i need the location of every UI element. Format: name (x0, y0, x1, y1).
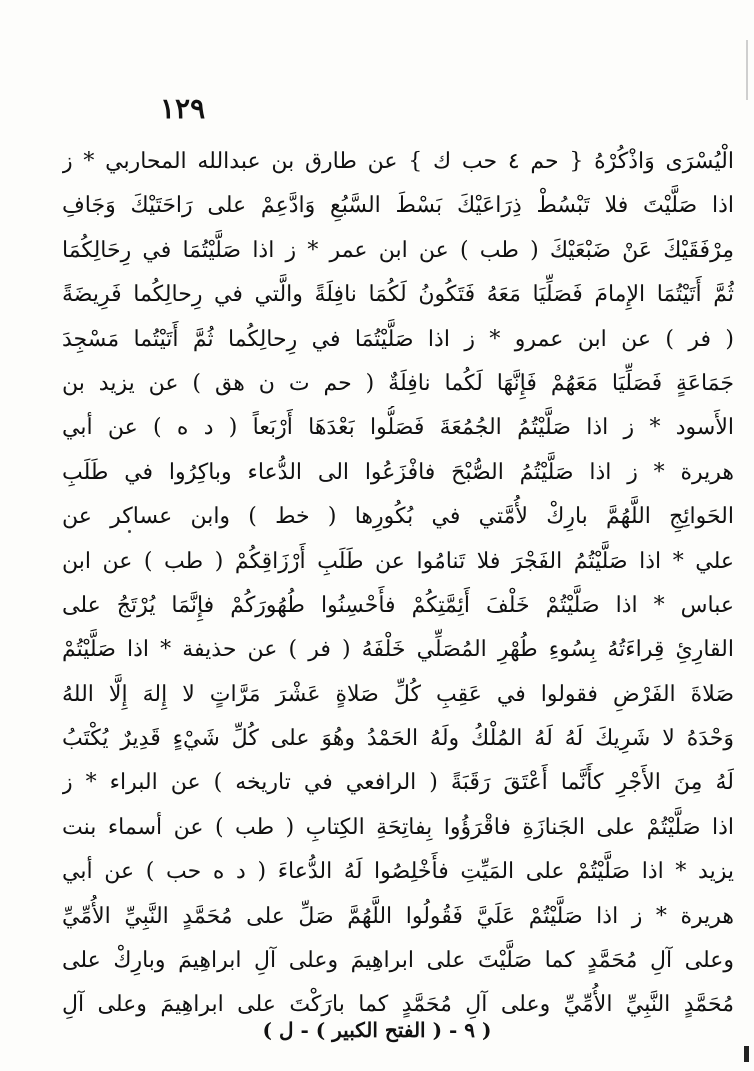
text-line: الحَوائِجِ اللَّهُمَّ بارِكْ لأُمَّتي في بُكُورِها ( خط ) وابن عساكر عن (62, 504, 734, 530)
text-line: يزيد * اذا صَلَّيْتُمْ على المَيِّتِ فأَخْلِصُوا لَهُ الدُّعاءَ ( د ه حب ) عن أبي (62, 859, 734, 885)
text-line: هريرة * ز اذا صَلَّيْتُمْ عَلَيَّ فَقُولُوا اللَّهُمَّ صَلِّ على مُحَمَّدٍ النَّبِيِّ الأُمِّيِّ (62, 903, 734, 929)
text-line: الأَسود * ز اذا صَلَّيْتُمُ الجُمُعَةَ فَصَلُّوا بَعْدَهَا أَرْبَعاً ( د ه ) عن أبي (62, 415, 734, 441)
page-number: ١٢٩ (160, 92, 206, 125)
text-line: علي * اذا صَلَّيْتُمُ الفَجْرَ فلا تَنامُوا عن طَلَبِ أَرْزَاقِكُمْ ( طب ) عن ابن (62, 548, 734, 574)
text-line: جَمَاعَةٍ فَصَلِّيَا مَعَهُمْ فَإِنَّهَا لَكُما نافِلَةٌ ( حم ت ن هق ) عن يزيد بن (62, 370, 734, 396)
text-line: ( فر ) عن ابن عمرو * ز اذا صَلَّيْتُمَا في رِحالِكُما ثُمَّ أَتَيْتُما مَسْجِدَ (62, 326, 734, 352)
signature-footer: ( ٩ - ( الفتح الكبير ) - ل ) (262, 1018, 492, 1042)
hadith-text-block (62, 140, 734, 1028)
text-line: وعلى آلِ مُحَمَّدٍ كما صَلَّيْتَ على ابراهِيمَ وعلى آلِ ابراهِيمَ وبارِكْ على (62, 948, 734, 974)
text-line: اذا صَلَّيْتَ فلا تَبْسُطْ ذِرَاعَيْكَ بَسْطَ السَّبُعِ وَادَّعِمْ على رَاحَتَيْكَ وَجَافِ (62, 193, 734, 219)
text-line: الْيُسْرَى وَاذْكُرْهُ { حم ٤ حب ك } عن طارق بن عبدالله المحاربي * ز (62, 149, 734, 174)
text-line: اذا صَلَّيْتُمْ على الجَنازَةِ فاقْرَؤُوا بِفاتِحَةِ الكِتابِ ( طب ) عن أسماء بنت (62, 814, 734, 840)
text-line: ثُمَّ أَتَيْتُمَا الإِمامَ فَصَلِّيَا مَعَهُ فَتَكُونُ لَكُمَا نافِلَةً والَّتي في رِحالِكُما فَرِيضَةً (62, 282, 734, 308)
text-line: مِرْفَقَيْكَ عَنْ ضَبْعَيْكَ ( طب ) عن ابن عمر * ز اذا صَلَّيْتُمَا في رِحَالِكُمَا (62, 237, 734, 263)
scan-edge-mark (746, 40, 748, 100)
text-line: صَلاةَ الفَرْضِ فقولوا في عَقِبِ كُلِّ صَلاةٍ عَشْرَ مَرَّاتٍ لا إِلهَ إِلَّا اللهُ (62, 681, 734, 707)
scan-edge-mark (744, 1046, 749, 1062)
text-line: عباس * اذا صَلَّيْتُمْ خَلْفَ أَئِمَّتِكُمْ فأَحْسِنُوا طُهُورَكُمْ فإِنَّمَا يُرْتَجُ على (62, 592, 734, 618)
text-line: لَهُ مِنَ الأَجْرِ كأَنَّما أَعْتَقَ رَقَبَةً ( الرافعي في تاريخه ) عن البراء * ز (62, 770, 734, 796)
text-line: هريرة * ز اذا صَلَّيْتُمُ الصُّبْحَ فافْزَعُوا الى الدُّعاء وباكِرُوا في طَلَبِ (62, 459, 734, 485)
text-line: القارِئِ قِراءَتُهُ بِسُوءِ طُهْرِ المُصَلِّي خَلْفَهُ ( فر ) عن حذيفة * اذا صَلَّيْتُمْ (62, 637, 734, 663)
text-line: مُحَمَّدٍ النَّبِيِّ الأُمِّيِّ وعلى آلِ مُحَمَّدٍ كما بارَكْتَ على ابراهِيمَ وعلى آلِ (62, 992, 734, 1018)
text-line: وَحْدَهُ لا شَرِيكَ لَهُ لَهُ المُلْكُ ولَهُ الحَمْدُ وهُوَ على كُلِّ شَيْءٍ قَدِيرٌ يُكْتَبُ (62, 726, 734, 752)
ink-speck (128, 530, 131, 533)
